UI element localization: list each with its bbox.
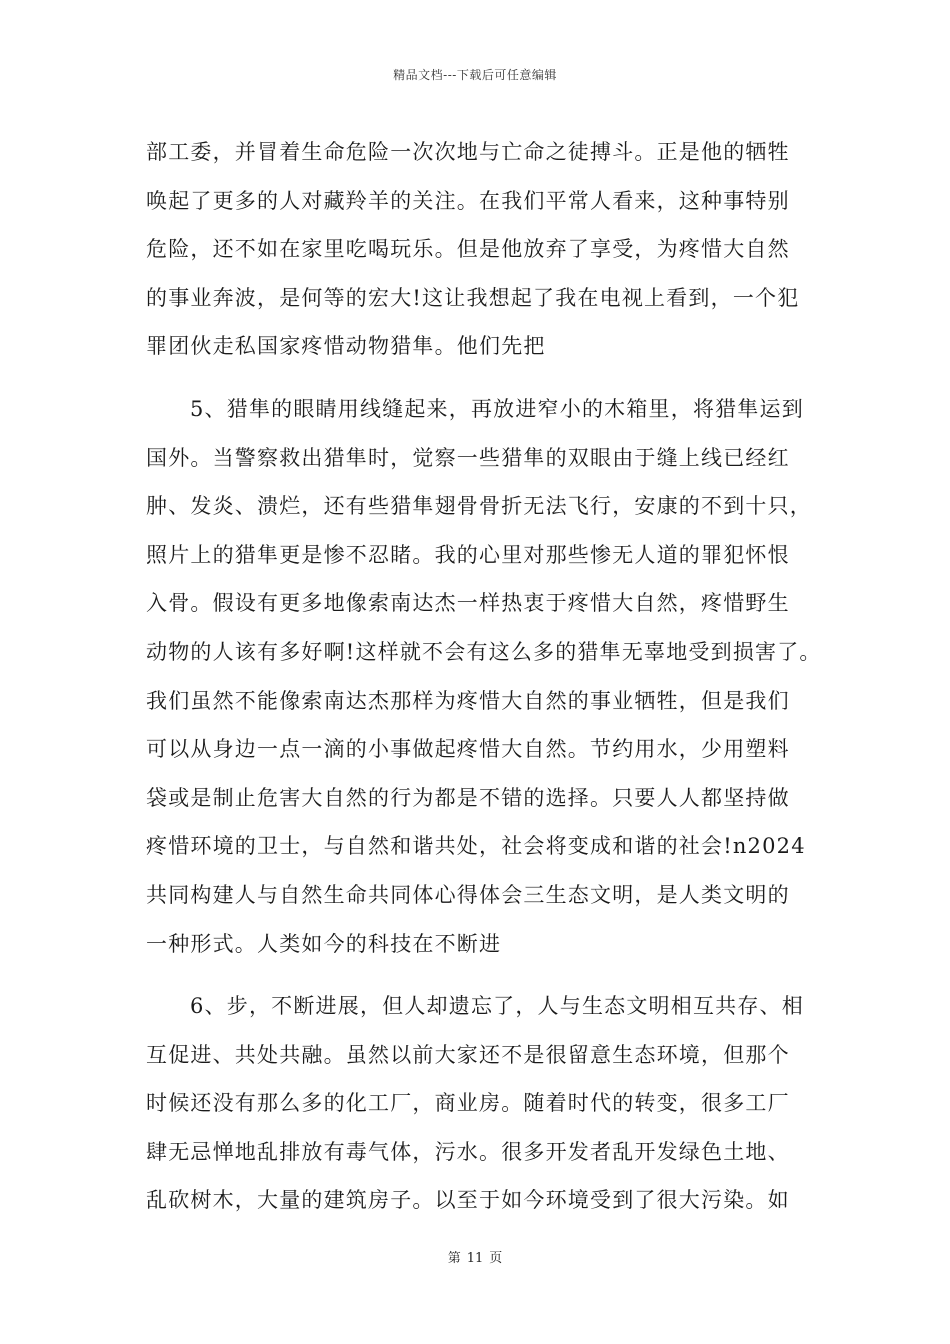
paragraph-2 <box>146 385 822 968</box>
text-line: 国外。当警察救出猎隼时，觉察一些猎隼的双眼由于缝上线已经红 <box>146 445 790 470</box>
page-number: 11 <box>466 1251 484 1266</box>
text-line: 疼惜环境的卫士，与自然和谐共处，社会将变成和谐的社会!n2024 <box>146 834 806 859</box>
text-line: 6、步，不断进展，但人却遗忘了，人与生态文明相互共存、相 <box>190 994 804 1019</box>
paragraph-spacer <box>146 968 806 982</box>
text-line: 照片上的猎隼更是惨不忍睹。我的心里对那些惨无人道的罪犯怀恨 <box>146 542 790 567</box>
paragraph-1 <box>146 128 806 371</box>
text-line: 5、猎隼的眼睛用线缝起来，再放进窄小的木箱里，将猎隼运到 <box>190 396 804 421</box>
page-footer <box>0 1247 950 1266</box>
text-line: 我们虽然不能像索南达杰那样为疼惜大自然的事业牺牲，但是我们 <box>146 688 790 713</box>
page-header: 精品文档---下载后可任意编辑 <box>393 68 557 82</box>
text-line: 的事业奔波，是何等的宏大!这让我想起了我在电视上看到，一个犯 <box>146 285 800 310</box>
text-line: 部工委，并冒着生命危险一次次地与亡命之徒搏斗。正是他的牺牲 <box>146 140 790 164</box>
paragraph-3 <box>146 982 806 1225</box>
paragraph-spacer <box>146 371 806 385</box>
text-line: 互促进、共处共融。虽然以前大家还不是很留意生态环境，但那个 <box>146 1042 790 1067</box>
text-line: 肿、发炎、溃烂，还有些猎隼翅骨骨折无法飞行，安康的不到十只， <box>146 494 812 519</box>
page-prefix: 第 <box>447 1251 461 1266</box>
text-line: 共同构建人与自然生命共同体心得体会三生态文明，是人类文明的 <box>146 882 790 907</box>
text-line: 动物的人该有多好啊!这样就不会有这么多的猎隼无辜地受到损害了。 <box>146 639 822 664</box>
document-body <box>146 128 822 1225</box>
text-line: 肆无忌惮地乱排放有毒气体，污水。很多开发者乱开发绿色土地、 <box>146 1139 790 1164</box>
text-line: 一种形式。人类如今的科技在不断进 <box>146 931 502 956</box>
text-line: 乱砍树木，大量的建筑房子。以至于如今环境受到了很大污染。如 <box>146 1188 790 1213</box>
text-line: 危险，还不如在家里吃喝玩乐。但是他放弃了享受，为疼惜大自然 <box>146 237 790 262</box>
text-line: 唤起了更多的人对藏羚羊的关注。在我们平常人看来，这种事特别 <box>146 188 790 213</box>
text-line: 入骨。假设有更多地像索南达杰一样热衷于疼惜大自然，疼惜野生 <box>146 591 790 616</box>
text-line: 罪团伙走私国家疼惜动物猎隼。他们先把 <box>146 334 546 359</box>
text-line: 可以从身边一点一滴的小事做起疼惜大自然。节约用水，少用塑料 <box>146 737 790 762</box>
text-line: 袋或是制止危害大自然的行为都是不错的选择。只要人人都坚持做 <box>146 785 790 810</box>
page-suffix: 页 <box>489 1251 503 1266</box>
text-line: 时候还没有那么多的化工厂，商业房。随着时代的转变，很多工厂 <box>146 1091 790 1116</box>
